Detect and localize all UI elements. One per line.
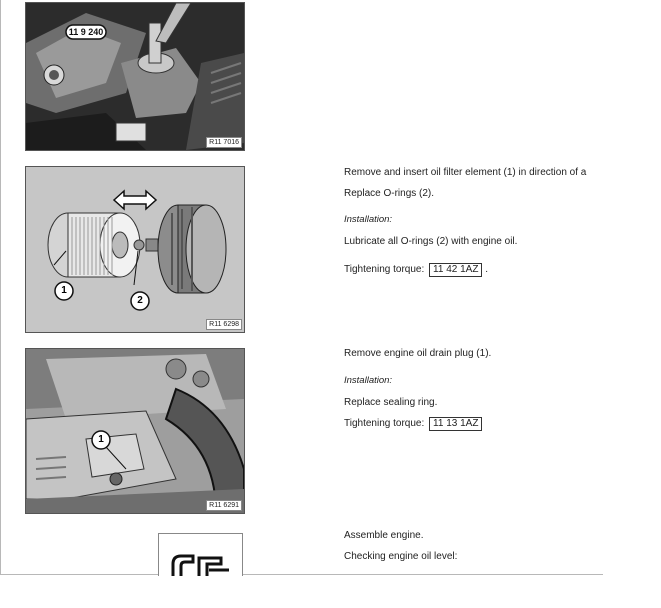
step-lubricate: Lubricate all O-rings (2) with engine oil.: [344, 236, 518, 247]
torque-ref-link[interactable]: 11 42 1AZ: [429, 263, 482, 277]
torque-suffix: .: [485, 264, 488, 275]
step-replace-sealing-ring: Replace sealing ring.: [344, 397, 438, 408]
torque-line: [344, 263, 488, 277]
callout-1: 1: [98, 434, 104, 445]
callout-2: 2: [137, 295, 143, 306]
engine-tool-illustration: [26, 3, 244, 150]
step-check-oil-level: Checking engine oil level:: [344, 551, 458, 562]
installation-heading: Installation:: [344, 375, 393, 386]
installation-heading: Installation:: [344, 214, 393, 225]
callout-1: 1: [61, 285, 67, 296]
figure-oil-filter: [25, 166, 245, 333]
torque-label: Tightening torque:: [344, 264, 425, 275]
figure-drain-plug: [25, 348, 245, 514]
torque-line: [344, 417, 482, 431]
torque-label: Tightening torque:: [344, 418, 425, 429]
step-remove-filter: Remove and insert oil filter element (1) in direction of a: [344, 167, 587, 178]
tool-callout: 11 9 240: [68, 27, 104, 37]
figure-engine-tool: [25, 2, 245, 151]
figure-code: R11 6298: [206, 319, 242, 330]
figure-oil-level-icon: [158, 533, 243, 576]
drain-plug-illustration: [26, 349, 244, 513]
step-assemble-engine: Assemble engine.: [344, 530, 424, 541]
torque-ref-link[interactable]: 11 13 1AZ: [429, 417, 482, 431]
step-replace-orings: Replace O-rings (2).: [344, 188, 435, 199]
oil-can-icon: [159, 534, 242, 576]
figure-code: R11 7016: [206, 137, 242, 148]
step-remove-drain-plug: Remove engine oil drain plug (1).: [344, 348, 492, 359]
figure-code: R11 6291: [206, 500, 242, 511]
